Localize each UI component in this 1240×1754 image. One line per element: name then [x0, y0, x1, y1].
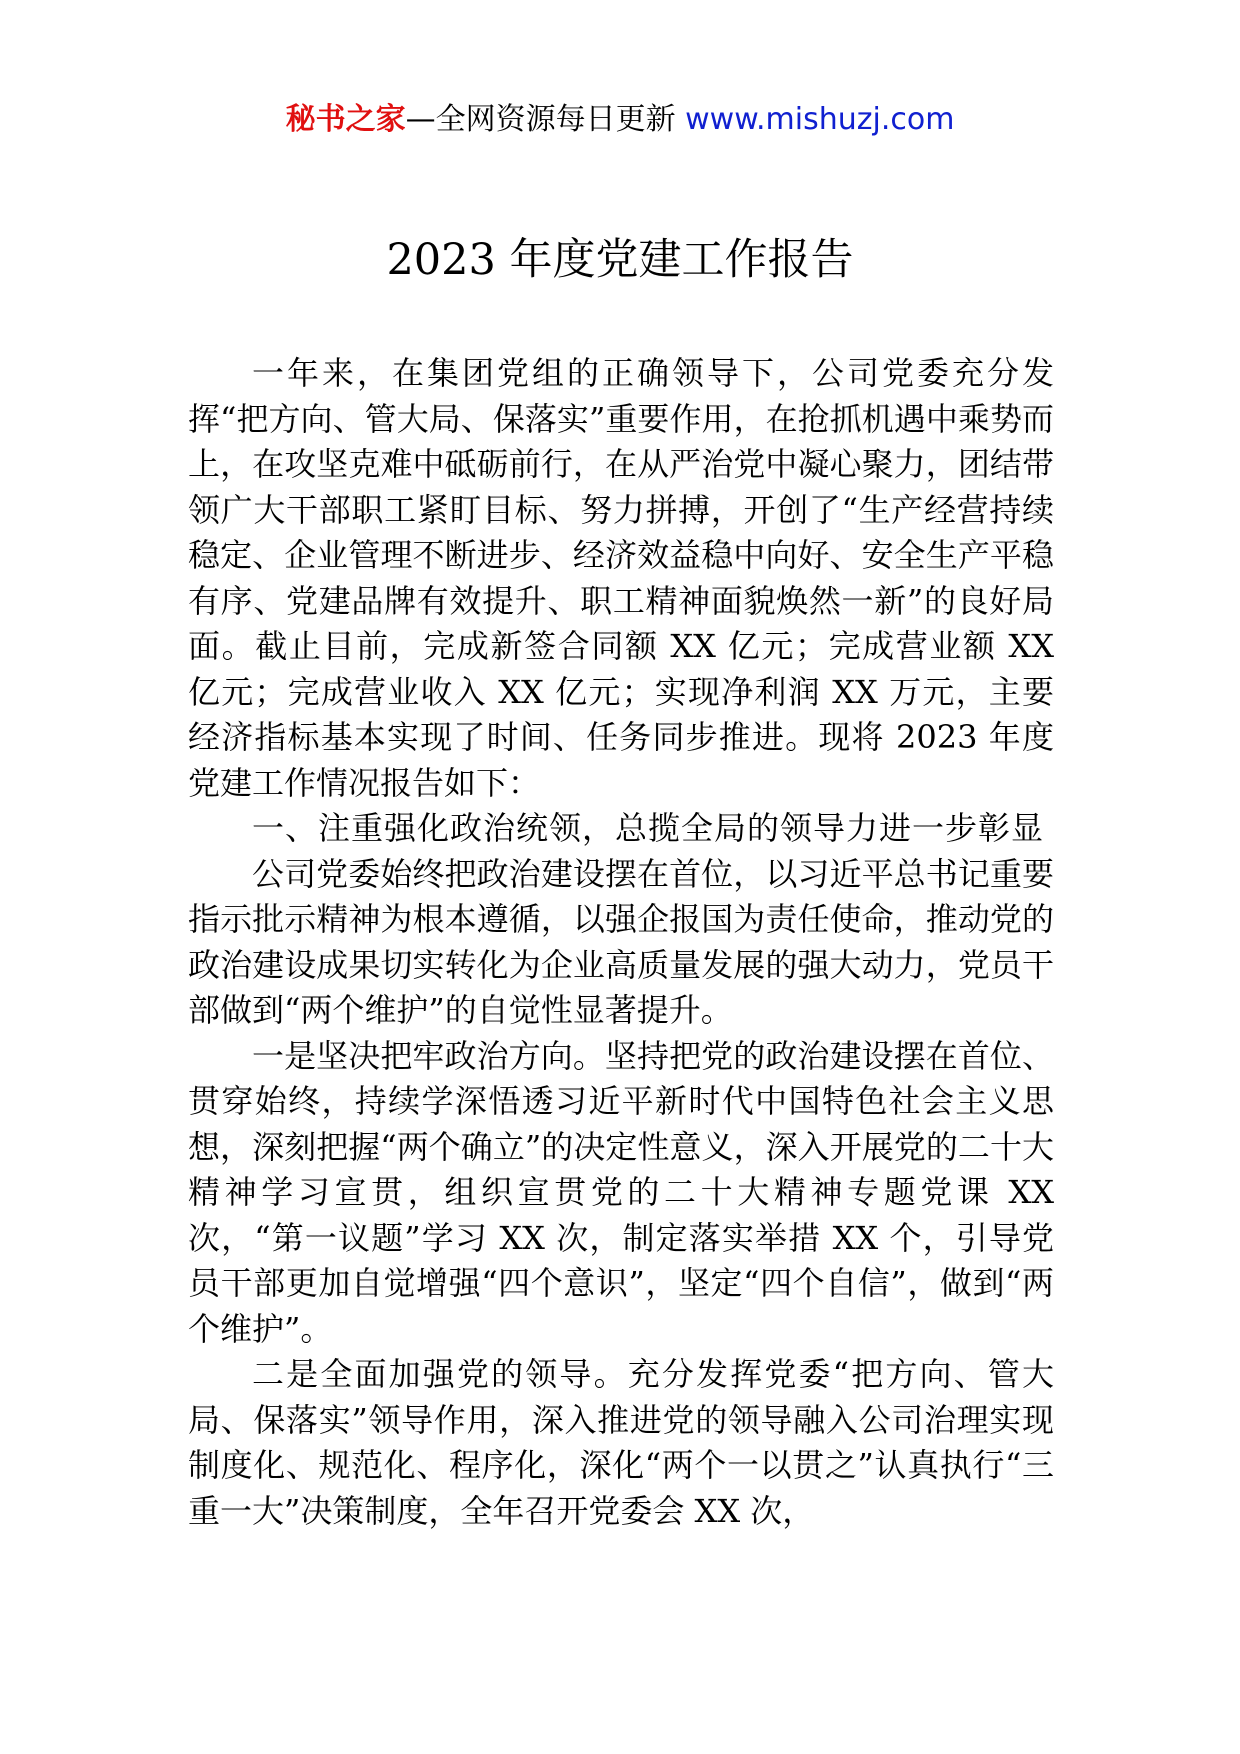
section-1-item-1: 一是坚决把牢政治方向。坚持把党的政治建设摆在首位、贯穿始终，持续学深悟透习近平新时代中国特色社会主义思想，深刻把握“两个确立”的决定性意义，深入开展党的二十大精神学习宣贯，组织宣贯党的二十大精神专题党课 XX 次，“第一议题”学习 XX 次，制定落实举措 XX 个，引导党员干部更加自觉增强“四个意识”，坚定“四个自信”，做到“两个维护”。	[188, 1036, 1054, 1348]
site-url-link[interactable]: www.mishuzj.com	[685, 102, 955, 137]
intro-paragraph: 一年来，在集团党组的正确领导下，公司党委充分发挥“把方向、管大局、保落实”重要作用，在抢抓机遇中乘势而上，在攻坚克难中砥砺前行，在从严治党中凝心聚力，团结带领广大干部职工紧盯目标、努力拼搏，开创了“生产经营持续稳定、企业管理不断进步、经济效益稳中向好、安全生产平稳有序、党建品牌有效提升、职工精神面貌焕然一新”的良好局面。截止目前，完成新签合同额 XX 亿元；完成营业额 XX 亿元；完成营业收入 XX 亿元；实现净利润 XX 万元，主要经济指标基本实现了时间、任务同步推进。现将 2023 年度党建工作情况报告如下：	[188, 354, 1054, 802]
document-title: 2023 年度党建工作报告	[386, 235, 854, 285]
section-heading-1: 一、注重强化政治统领，总揽全局的领导力进一步彰显	[252, 809, 1045, 847]
section-1-item-2: 二是全面加强党的领导。充分发挥党委“把方向、管大局、保落实”领导作用，深入推进党的领导融入公司治理实现制度化、规范化、程序化，深化“两个一以贯之”认真执行“三重一大”决策制度，全年召开党委会 XX 次，	[188, 1355, 1054, 1530]
site-tagline: —全网资源每日更新	[405, 102, 686, 137]
section-1-paragraph: 公司党委始终把政治建设摆在首位，以习近平总书记重要指示批示精神为根本遵循，以强企报国为责任使命，推动党的政治建设成果切实转化为企业高质量发展的强大动力，党员干部做到“两个维护”的自觉性显著提升。	[188, 854, 1054, 1029]
brand-name: 秘书之家	[285, 102, 406, 137]
site-header	[0, 100, 1240, 140]
document-body	[188, 351, 1054, 1534]
